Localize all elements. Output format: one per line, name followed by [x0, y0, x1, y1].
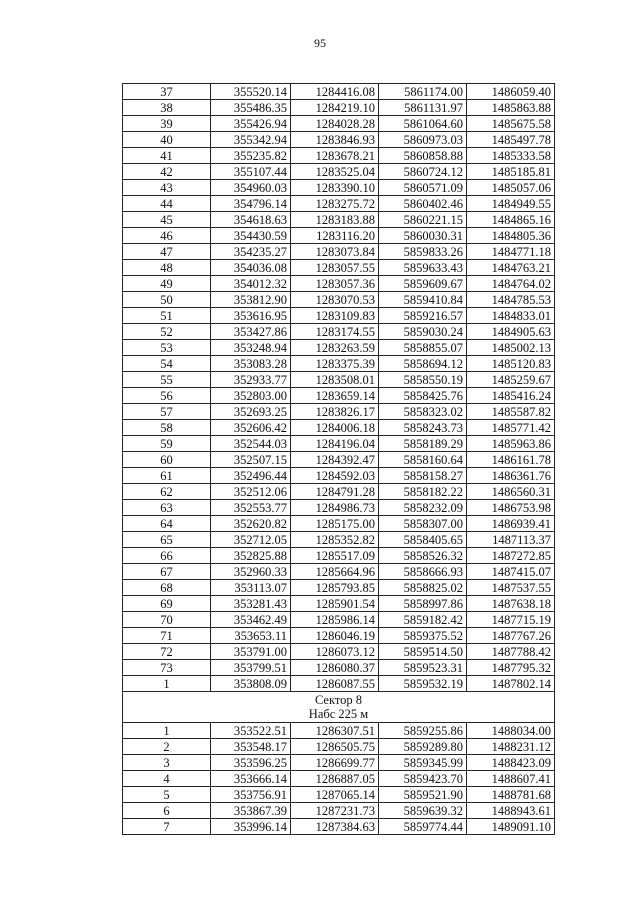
coordinate-cell: 5859833.26 [379, 244, 467, 260]
coordinate-cell: 353083.28 [211, 356, 291, 372]
sector-header-row [123, 692, 555, 723]
coordinate-cell: 5859633.43 [379, 260, 467, 276]
table-row [123, 787, 555, 803]
table-row [123, 500, 555, 516]
table-row [123, 660, 555, 676]
coordinate-cell: 1283390.10 [291, 180, 379, 196]
coordinate-cell: 1484785.53 [467, 292, 555, 308]
coordinate-cell: 5859375.52 [379, 628, 467, 644]
coordinate-cell: 1486560.31 [467, 484, 555, 500]
point-number-cell: 70 [123, 612, 211, 628]
coordinate-cell: 1283116.20 [291, 228, 379, 244]
coordinate-cell: 1285793.85 [291, 580, 379, 596]
coordinate-cell: 352544.03 [211, 436, 291, 452]
coordinate-cell: 5858323.02 [379, 404, 467, 420]
coordinate-cell: 1485863.88 [467, 100, 555, 116]
point-number-cell: 71 [123, 628, 211, 644]
coordinate-cell: 1485333.58 [467, 148, 555, 164]
point-number-cell: 46 [123, 228, 211, 244]
coordinate-cell: 1485963.86 [467, 436, 555, 452]
table-row [123, 468, 555, 484]
point-number-cell: 64 [123, 516, 211, 532]
point-number-cell: 2 [123, 739, 211, 755]
table-row [123, 676, 555, 692]
coordinate-cell: 1485675.58 [467, 116, 555, 132]
coordinate-cell: 5860571.09 [379, 180, 467, 196]
coordinate-cell: 5859532.19 [379, 676, 467, 692]
coordinate-cell: 5858243.73 [379, 420, 467, 436]
coordinate-cell: 1488607.41 [467, 771, 555, 787]
coordinate-cell: 1286505.75 [291, 739, 379, 755]
coordinate-cell: 1485497.78 [467, 132, 555, 148]
coordinate-cell: 5858425.76 [379, 388, 467, 404]
coordinate-cell: 5859423.70 [379, 771, 467, 787]
coordinate-cell: 5859216.57 [379, 308, 467, 324]
coordinate-cell: 5858189.29 [379, 436, 467, 452]
coordinate-cell: 354012.32 [211, 276, 291, 292]
point-number-cell: 57 [123, 404, 211, 420]
coordinate-cell: 1286087.55 [291, 676, 379, 692]
coordinate-cell: 5859514.50 [379, 644, 467, 660]
point-number-cell: 53 [123, 340, 211, 356]
point-number-cell: 50 [123, 292, 211, 308]
table-row [123, 723, 555, 739]
coordinate-cell: 1485002.13 [467, 340, 555, 356]
table-row [123, 340, 555, 356]
point-number-cell: 55 [123, 372, 211, 388]
coordinate-cell: 1488943.61 [467, 803, 555, 819]
coordinate-cell: 5860030.31 [379, 228, 467, 244]
coordinate-cell: 353522.51 [211, 723, 291, 739]
coordinate-cell: 5858307.00 [379, 516, 467, 532]
point-number-cell: 56 [123, 388, 211, 404]
coordinate-cell: 353427.86 [211, 324, 291, 340]
point-number-cell: 48 [123, 260, 211, 276]
coordinate-cell: 1487537.55 [467, 580, 555, 596]
coordinate-cell: 1286046.19 [291, 628, 379, 644]
point-number-cell: 45 [123, 212, 211, 228]
coordinate-cell: 353596.25 [211, 755, 291, 771]
coordinate-cell: 354235.27 [211, 244, 291, 260]
table-row [123, 244, 555, 260]
coordinate-cell: 1488781.68 [467, 787, 555, 803]
point-number-cell: 67 [123, 564, 211, 580]
point-number-cell: 3 [123, 755, 211, 771]
table-row [123, 212, 555, 228]
point-number-cell: 43 [123, 180, 211, 196]
coordinate-cell: 1287231.73 [291, 803, 379, 819]
coordinate-cell: 1486939.41 [467, 516, 555, 532]
table-row [123, 452, 555, 468]
coordinate-cell: 1283375.39 [291, 356, 379, 372]
coordinate-cell: 352496.44 [211, 468, 291, 484]
table-row [123, 548, 555, 564]
coordinate-cell: 355342.94 [211, 132, 291, 148]
coordinate-cell: 1283183.88 [291, 212, 379, 228]
coordinate-cell: 353113.07 [211, 580, 291, 596]
point-number-cell: 68 [123, 580, 211, 596]
coordinate-cell: 5859289.80 [379, 739, 467, 755]
table-row [123, 100, 555, 116]
coordinate-cell: 1284416.08 [291, 84, 379, 100]
page-number: 95 [314, 36, 326, 50]
point-number-cell: 1 [123, 676, 211, 692]
coordinate-cell: 1285664.96 [291, 564, 379, 580]
coordinate-cell: 1286307.51 [291, 723, 379, 739]
point-number-cell: 40 [123, 132, 211, 148]
coordinate-cell: 1283846.93 [291, 132, 379, 148]
coordinate-cell: 353616.95 [211, 308, 291, 324]
coordinate-cell: 1285517.09 [291, 548, 379, 564]
point-number-cell: 72 [123, 644, 211, 660]
table-row [123, 803, 555, 819]
coordinate-cell: 352960.33 [211, 564, 291, 580]
point-number-cell: 69 [123, 596, 211, 612]
coordinate-cell: 1485416.24 [467, 388, 555, 404]
coordinate-cell: 5858182.22 [379, 484, 467, 500]
point-number-cell: 44 [123, 196, 211, 212]
coordinate-cell: 1485120.83 [467, 356, 555, 372]
coordinate-cell: 1487795.32 [467, 660, 555, 676]
coordinate-cell: 352803.00 [211, 388, 291, 404]
coordinate-cell: 1488231.12 [467, 739, 555, 755]
coordinate-cell: 1283275.72 [291, 196, 379, 212]
coordinates-rows-upper [123, 84, 555, 692]
coordinate-cell: 352825.88 [211, 548, 291, 564]
coordinate-cell: 5858160.64 [379, 452, 467, 468]
coordinate-cell: 1484764.02 [467, 276, 555, 292]
coordinate-cell: 1283057.36 [291, 276, 379, 292]
point-number-cell: 4 [123, 771, 211, 787]
coordinate-cell: 1283109.83 [291, 308, 379, 324]
coordinate-cell: 5859255.86 [379, 723, 467, 739]
coordinate-cell: 1486361.76 [467, 468, 555, 484]
coordinate-cell: 353799.51 [211, 660, 291, 676]
coordinate-cell: 1285986.14 [291, 612, 379, 628]
coordinate-cell: 5858855.07 [379, 340, 467, 356]
coordinate-cell: 5860402.46 [379, 196, 467, 212]
coordinates-rows-lower [123, 723, 555, 835]
table-row [123, 228, 555, 244]
coordinate-cell: 353653.11 [211, 628, 291, 644]
coordinate-cell: 5858232.09 [379, 500, 467, 516]
coordinate-cell: 355426.94 [211, 116, 291, 132]
coordinate-cell: 1488034.00 [467, 723, 555, 739]
point-number-cell: 39 [123, 116, 211, 132]
coordinate-cell: 1283525.04 [291, 164, 379, 180]
coordinate-cell: 1486059.40 [467, 84, 555, 100]
coordinate-cell: 353666.14 [211, 771, 291, 787]
point-number-cell: 52 [123, 324, 211, 340]
table-row [123, 260, 555, 276]
coordinate-cell: 1487767.26 [467, 628, 555, 644]
coordinate-cell: 354430.59 [211, 228, 291, 244]
coordinate-cell: 5860858.88 [379, 148, 467, 164]
point-number-cell: 66 [123, 548, 211, 564]
table-row [123, 644, 555, 660]
coordinate-cell: 1486161.78 [467, 452, 555, 468]
coordinate-cell: 354036.08 [211, 260, 291, 276]
coordinate-cell: 353281.43 [211, 596, 291, 612]
coordinate-cell: 1485771.42 [467, 420, 555, 436]
coordinate-cell: 5859345.99 [379, 755, 467, 771]
coordinate-cell: 1285352.82 [291, 532, 379, 548]
coordinate-cell: 5858550.19 [379, 372, 467, 388]
coordinate-cell: 5861174.00 [379, 84, 467, 100]
coordinate-cell: 353248.94 [211, 340, 291, 356]
coordinate-cell: 355107.44 [211, 164, 291, 180]
table-row [123, 196, 555, 212]
coordinate-cell: 1485185.81 [467, 164, 555, 180]
coordinate-cell: 354618.63 [211, 212, 291, 228]
coordinate-cell: 5860973.03 [379, 132, 467, 148]
coordinate-cell: 1284196.04 [291, 436, 379, 452]
point-number-cell: 51 [123, 308, 211, 324]
coordinate-cell: 5859182.42 [379, 612, 467, 628]
table-row [123, 612, 555, 628]
coordinate-cell: 352512.06 [211, 484, 291, 500]
point-number-cell: 73 [123, 660, 211, 676]
coordinate-cell: 1485057.06 [467, 180, 555, 196]
coordinate-cell: 5860221.15 [379, 212, 467, 228]
coordinate-cell: 1485587.82 [467, 404, 555, 420]
coordinates-table [122, 83, 555, 835]
coordinate-cell: 5858825.02 [379, 580, 467, 596]
point-number-cell: 60 [123, 452, 211, 468]
table-row [123, 436, 555, 452]
coordinate-cell: 1487788.42 [467, 644, 555, 660]
table-row [123, 739, 555, 755]
coordinate-cell: 5859523.31 [379, 660, 467, 676]
coordinate-cell: 1283073.84 [291, 244, 379, 260]
coordinate-cell: 1283678.21 [291, 148, 379, 164]
table-row [123, 596, 555, 612]
coordinate-cell: 5858158.27 [379, 468, 467, 484]
coordinate-cell: 353756.91 [211, 787, 291, 803]
coordinate-cell: 354960.03 [211, 180, 291, 196]
coordinate-cell: 5858694.12 [379, 356, 467, 372]
coordinate-cell: 1284592.03 [291, 468, 379, 484]
table-row [123, 532, 555, 548]
coordinate-cell: 1286080.37 [291, 660, 379, 676]
table-row [123, 324, 555, 340]
sector-header [123, 692, 555, 723]
coordinate-cell: 1286887.05 [291, 771, 379, 787]
point-number-cell: 41 [123, 148, 211, 164]
coordinate-cell: 1283826.17 [291, 404, 379, 420]
coordinate-cell: 5859609.67 [379, 276, 467, 292]
table-row [123, 276, 555, 292]
point-number-cell: 42 [123, 164, 211, 180]
coordinate-cell: 1285175.00 [291, 516, 379, 532]
point-number-cell: 63 [123, 500, 211, 516]
point-number-cell: 5 [123, 787, 211, 803]
coordinate-cell: 5859410.84 [379, 292, 467, 308]
coordinate-cell: 1487638.18 [467, 596, 555, 612]
point-number-cell: 65 [123, 532, 211, 548]
coordinate-cell: 1487272.85 [467, 548, 555, 564]
coordinate-cell: 1284986.73 [291, 500, 379, 516]
coordinate-cell: 1484763.21 [467, 260, 555, 276]
coordinate-cell: 5860724.12 [379, 164, 467, 180]
sector-height: Набс 225 м [308, 707, 369, 721]
coordinate-cell: 353867.39 [211, 803, 291, 819]
coordinate-cell: 1485259.67 [467, 372, 555, 388]
point-number-cell: 49 [123, 276, 211, 292]
table-row [123, 755, 555, 771]
coordinate-cell: 1283508.01 [291, 372, 379, 388]
coordinate-cell: 1488423.09 [467, 755, 555, 771]
coordinate-cell: 1283070.53 [291, 292, 379, 308]
coordinate-cell: 353791.00 [211, 644, 291, 660]
coordinate-cell: 5858526.32 [379, 548, 467, 564]
coordinate-cell: 1284006.18 [291, 420, 379, 436]
coordinate-cell: 1487715.19 [467, 612, 555, 628]
sector-header-cell [123, 692, 555, 723]
point-number-cell: 38 [123, 100, 211, 116]
coordinate-cell: 1484771.18 [467, 244, 555, 260]
coordinate-cell: 355520.14 [211, 84, 291, 100]
table-row [123, 484, 555, 500]
coordinate-cell: 5858997.86 [379, 596, 467, 612]
table-row [123, 308, 555, 324]
table-row [123, 771, 555, 787]
coordinate-cell: 352553.77 [211, 500, 291, 516]
coordinate-cell: 1285901.54 [291, 596, 379, 612]
coordinate-cell: 1284219.10 [291, 100, 379, 116]
table-row [123, 116, 555, 132]
coordinate-cell: 1283263.59 [291, 340, 379, 356]
point-number-cell: 1 [123, 723, 211, 739]
coordinate-cell: 353996.14 [211, 819, 291, 835]
table-row [123, 148, 555, 164]
coordinate-cell: 5859030.24 [379, 324, 467, 340]
point-number-cell: 58 [123, 420, 211, 436]
table-row [123, 564, 555, 580]
point-number-cell: 59 [123, 436, 211, 452]
table-row [123, 420, 555, 436]
coordinate-cell: 1284028.28 [291, 116, 379, 132]
coordinate-cell: 5858405.65 [379, 532, 467, 548]
coordinate-cell: 355235.82 [211, 148, 291, 164]
table-row [123, 84, 555, 100]
coordinate-cell: 1487415.07 [467, 564, 555, 580]
point-number-cell: 47 [123, 244, 211, 260]
coordinate-cell: 1287384.63 [291, 819, 379, 835]
coordinate-cell: 1283057.55 [291, 260, 379, 276]
coordinate-cell: 352620.82 [211, 516, 291, 532]
coordinate-cell: 1286699.77 [291, 755, 379, 771]
coordinate-cell: 1484905.63 [467, 324, 555, 340]
coordinate-cell: 355486.35 [211, 100, 291, 116]
coordinate-cell: 353462.49 [211, 612, 291, 628]
point-number-cell: 62 [123, 484, 211, 500]
table-row [123, 580, 555, 596]
table-row [123, 132, 555, 148]
coordinate-cell: 1487802.14 [467, 676, 555, 692]
table-row [123, 292, 555, 308]
coordinate-cell: 1487113.37 [467, 532, 555, 548]
coordinate-cell: 352693.25 [211, 404, 291, 420]
table-row [123, 819, 555, 835]
point-number-cell: 61 [123, 468, 211, 484]
coordinate-cell: 1284392.47 [291, 452, 379, 468]
coordinate-cell: 5861131.97 [379, 100, 467, 116]
coordinate-cell: 1287065.14 [291, 787, 379, 803]
coordinate-cell: 353548.17 [211, 739, 291, 755]
table-row [123, 388, 555, 404]
table-row [123, 164, 555, 180]
coordinate-cell: 353812.90 [211, 292, 291, 308]
coordinate-cell: 1284791.28 [291, 484, 379, 500]
coordinate-cell: 352712.05 [211, 532, 291, 548]
table-row [123, 372, 555, 388]
coordinate-cell: 352933.77 [211, 372, 291, 388]
point-number-cell: 37 [123, 84, 211, 100]
coordinate-cell: 1486753.98 [467, 500, 555, 516]
coordinate-cell: 353808.09 [211, 676, 291, 692]
coordinate-cell: 5859521.90 [379, 787, 467, 803]
coordinate-cell: 5858666.93 [379, 564, 467, 580]
coordinate-cell: 1484865.16 [467, 212, 555, 228]
coordinate-cell: 1286073.12 [291, 644, 379, 660]
coordinate-cell: 354796.14 [211, 196, 291, 212]
table-row [123, 516, 555, 532]
table-row [123, 628, 555, 644]
coordinate-cell: 5861064.60 [379, 116, 467, 132]
coordinate-cell: 5859774.44 [379, 819, 467, 835]
coordinate-cell: 1484805.36 [467, 228, 555, 244]
sector-title: Сектор 8 [314, 693, 363, 707]
coordinate-cell: 1283659.14 [291, 388, 379, 404]
point-number-cell: 7 [123, 819, 211, 835]
coordinate-cell: 352606.42 [211, 420, 291, 436]
coordinate-cell: 1484833.01 [467, 308, 555, 324]
table-row [123, 404, 555, 420]
table-row [123, 356, 555, 372]
coordinate-cell: 1489091.10 [467, 819, 555, 835]
table-row [123, 180, 555, 196]
coordinate-cell: 1283174.55 [291, 324, 379, 340]
point-number-cell: 6 [123, 803, 211, 819]
point-number-cell: 54 [123, 356, 211, 372]
coordinate-cell: 352507.15 [211, 452, 291, 468]
coordinate-cell: 1484949.55 [467, 196, 555, 212]
coordinate-cell: 5859639.32 [379, 803, 467, 819]
